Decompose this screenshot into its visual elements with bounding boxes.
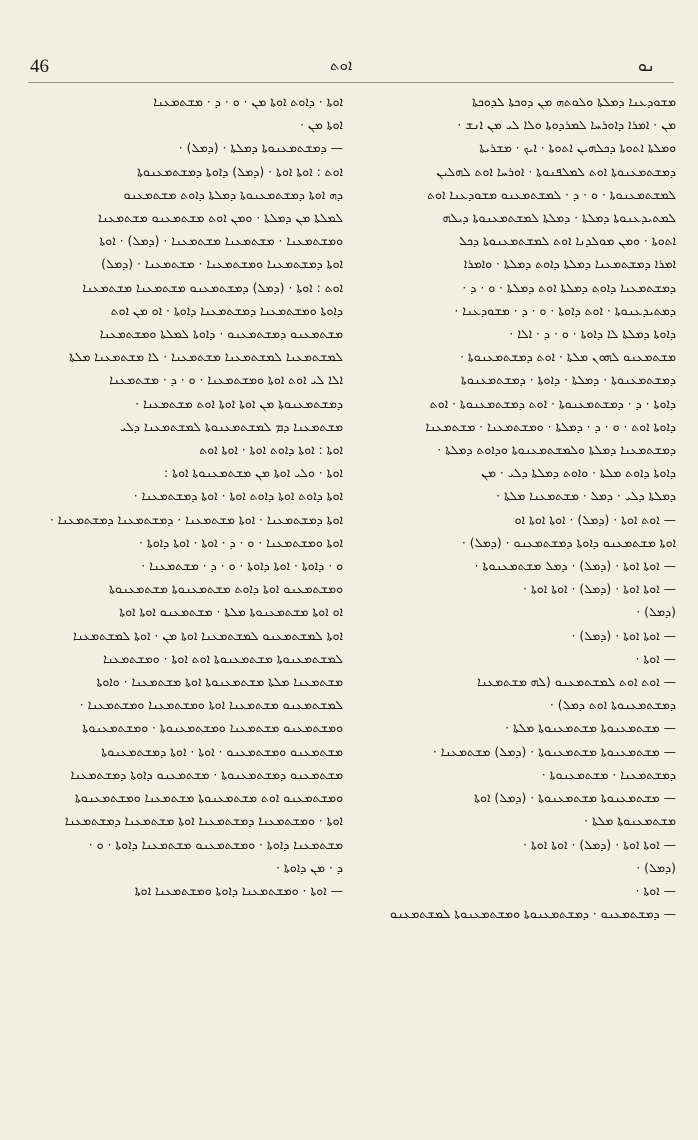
- text-line: ܕܡܫܬܡܥܢܐ ܕܡܠܬܐ ܘܠܡܫܬܡܥܢܘܬܐ ܘܕܐܘܬ ܕܡܠܬܐ ·: [437, 442, 676, 458]
- text-line: — ܐܘܬܐ ܐܘܬܐ · (ܕܡܠ) · ܐܘܬܐ ܐܘܬܐ ·: [523, 581, 676, 597]
- text-line: — ܐܘܬܐ ܐܘܬܐ · (ܕܡܠ) · ܕܡܠ ܡܫܬܡܥܢܘܬܐ ·: [474, 558, 676, 574]
- text-line: ܕܐܘܬܐ · ܕ · ܕܡܫܬܡܥܢܘܬܐ · ܐܘܬ ܕܡܫܬܡܥܢܘܬܐ · ܐܘܬ: [429, 395, 676, 411]
- text-line: ܘܡܫܬܡܥܢܘ ܡܫܬܡܥܢܐ ܘܡܫܬܡܥܢܘܬܐ · ܘܡܫܬܡܥܢܘܬܐ: [82, 720, 343, 736]
- text-line: ܠܡܫܬܡܥܢܘܬܐ · ܘ · ܕ · ܠܡܫܬܡܥܢܘ ܡܫܘܕܥܢܐ ܐܘܬ: [427, 186, 676, 202]
- text-line: ܡܫܘܕܥܢܐ ܕܡܠܬܐ ܘܠܘܬܗ ܡܢ ܕܘܟܬܐ ܠܕܘܟܬܐ: [471, 94, 676, 109]
- text-line: ܐܘܬܐ ܡܢ ·: [300, 117, 343, 133]
- text-line: ܠܡܬܝܕܥܢܘܬܐ ܕܡܠܬܐ · ܕܡܠܬܐ ܠܡܫܬܡܥܢܘܬܐ ܕܝܠܗ: [442, 210, 676, 226]
- text-line: ܐܘܬܐ · ܕܐܘܬ ܐܘܬܐ ܡܢ · ܘ · ܕ · ܡܫܬܡܥܢܐ: [153, 94, 343, 109]
- text-line: ܡܢ · ܐܡܪܐ ܕܐܘܪܚܐ ܠܡܪܕܘܬܐ ܘܠܐ ܠܝ ܡܢ ܐܢܫ ·: [457, 117, 676, 133]
- text-line: ܕܐܘܬܐ ܐܘܬ · ܘ · ܕ · ܕܡܠܬܐ · ܘܡܫܬܡܥܢܐ · ܡܫܬܡܥܢܐ: [425, 418, 676, 434]
- text-line: — ܐܘܬ ܐܘܬ ܠܡܫܬܡܥܢܘ (ܠܗ ܡܫܬܡܥܢܐ: [477, 674, 676, 690]
- text-line: ܐܘ ܐܘܬܐ ܡܫܬܡܥܢܘܬܐ ܡܠܬܐ · ܡܫܬܡܥܢܘ ܐܘܬܐ ܐܘܬܐ: [119, 604, 343, 620]
- text-line: ܕܡܬܝܕܥܢܘܬܐ · ܐܘܬ ܕܐܘܬܐ · ܘ · ܕ · ܡܫܘܕܥܢܐ ·: [454, 302, 676, 318]
- text-line: ܐܘܬ : ܐܘܬܐ ܐܘܬܐ · (ܕܡܠ) ܕܐܘܬܐ ܕܡܫܬܡܥܢܘܬܐ: [137, 163, 343, 179]
- text-line: ܐܘܬܐ · ܘܠܝ ܐܘܬܐ ܡܢ ܡܫܬܡܥܢܘܬܐ ܐܘܬܐ :: [164, 465, 343, 481]
- text-line: ܡܫܬܡܥܢܐ ܕܡ ܠܡܫܬܡܥܢܘܬܐ ܠܡܫܬܡܥܢܐ ܕܠܝ: [120, 418, 343, 434]
- text-line: ܕܐܘܬܐ ܕܐܘܬ ܡܠܬܐ · ܘܐܘܬ ܕܡܠܬܐ ܕܠܝ · ܡܢ: [481, 465, 676, 481]
- text-line: ܡܫܬܡܥܢܘ ܘܡܫܬܡܥܢܘ · ܐܘܬܐ · ܐܘܬܐ ܕܡܫܬܡܥܢܘܬܐ: [101, 743, 343, 759]
- text-line: ܘܡܫܬܡܥܢܘ ܐܘܬ ܡܫܬܡܥܢܘܬܐ ܡܫܬܡܥܢܐ ܘܡܫܬܡܥܢܘܬܐ: [74, 790, 343, 806]
- text-line: ܠܡܫܬܡܥܢܐ ܠܡܫܬܡܥܢܐ ܡܫܬܡܥܢܐ · ܠܐ ܡܫܬܡܥܢܐ ܡܠܬܐ: [69, 349, 343, 365]
- right-column: [353, 90, 676, 1130]
- text-line: ܘܡܫܬܡܥܢܘ ܐܘܬܐ ܕܐܘܬ ܡܫܬܡܥܢܘܬܐ ܡܫܬܡܥܢܘܬܐ: [109, 581, 343, 597]
- text-line: (ܕܡܠ) ·: [636, 859, 676, 875]
- text-line: — ܡܫܬܡܥܢܘܬܐ ܡܫܬܡܥܢܘܬܐ · (ܕܡܠ) ܐܘܬܐ: [474, 790, 676, 806]
- text-line: ܕܡܫܬܡܥܢܘܬܐ ܐܘܬ ܕܡܠ) ·: [549, 697, 676, 713]
- text-line: ܕܡܫܬܡܥܢܘܬܐ · ܕܡܠܬܐ · ܕܐܘܬܐ · ܕܡܫܬܡܥܢܘܬܐ: [460, 372, 676, 388]
- text-line: ܐܘܬܐ : ܐܘܬܐ ܕܐܘܬ ܐܘܬܐ · ܐܘܬܐ ܐܘܬ: [199, 442, 343, 458]
- text-line: ܕܐܘܬܐ ܕܡܠܬܐ ܠܐ ܕܐܘܬܐ · ܘ · ܕ · ܐܠܐ ·: [509, 326, 676, 342]
- text-line: — ܐܘܬܐ ܐܘܬܐ · (ܕܡܠ) ·: [571, 627, 676, 643]
- text-line: ܐܘܬܐ ܕܐܘܬ ܐܘܬܐ ܕܐܘܬ ܐܘܬܐ · ܐܘܬܐ ܕܡܫܬܡܥܢܐ ·: [133, 488, 343, 504]
- running-title: ܐܘܬ: [330, 56, 353, 74]
- text-line: ܕܡܫܬܡܥܢܘܬܐ ܐܘܬ ܠܡܠܦܢܘܬܐ · ܐܘܪܚܐ ܐܘܬ ܠܗܠܝܢ: [436, 163, 676, 179]
- text-line: ܡܫܬܡܥܢܐ ܡܠܬܐ ܡܫܬܡܥܢܘܬܐ ܐܘܬܐ ܡܫܬܡܥܢܐ · ܘܐܘܬܐ: [96, 674, 343, 690]
- text-line: ܐܘܬܐ ܘܡܫܬܡܥܢܐ · ܘ · ܕ · ܐܘܬܐ · ܐܘܬܐ ܕܐܘܬܐ ·: [138, 534, 343, 550]
- text-line: ܕܗ ܐܘܬܐ ܕܡܫܬܡܥܢܘܬܐ ܕܡܠܬܐ ܕܐܘܬ ܡܫܬܡܥܢܘ: [123, 186, 343, 202]
- text-line: (ܕܡܠ) ·: [636, 604, 676, 620]
- text-line: — ܐܘܬܐ ܐܘܬܐ · (ܕܡܠ) · ܐܘܬܐ ܐܘܬܐ ·: [523, 836, 676, 852]
- text-line: ܡܫܬܡܥܢܘܬܐ ܡܠܬܐ ·: [584, 813, 676, 829]
- text-line: ܐܘܬܐ ܡܫܬܡܥܢܘ ܕܐܘܬܐ ܕܡܫܬܡܥܢܘ · (ܕܡܠ) ·: [461, 534, 676, 550]
- text-line: ܠܡܫܬܡܥܢܘܬܐ ܡܫܬܡܥܢܘܬܐ ܐܘܬ ܐܘܬܐ · ܘܡܫܬܡܥܢܐ: [103, 650, 343, 666]
- text-line: ܕܡܫܬܡܥܢܘܬܐ ܡܢ ܐܘܬܐ ܐܘܬܐ ܐܘܬ ܡܫܬܡܥܢܐ ·: [135, 395, 343, 411]
- text-line: — ܐܘܬ ܐܘܬܐ · (ܕܡܠ) · ܐܘܬܐ ܐܘܬܐ ܐܘ: [514, 511, 676, 527]
- left-column: [30, 90, 343, 898]
- text-line: — ܐܘܬܐ ·: [635, 882, 676, 898]
- text-line: ܐܠܐ ܠܝ ܐܘܬ ܐܘܬܐ ܘܡܫܬܡܥܢܐ · ܘ · ܕ · ܡܫܬܡܥܢܐ: [109, 372, 343, 388]
- text-line: ܡܫܬܡܥܢܐ ܕܐܘܬܐ · ܘܡܫܬܡܥܢܘ ܡܫܬܡܥܢܐ ܕܐܘܬܐ · ܘ ·: [88, 836, 343, 852]
- text-line: — ܕܡܫܬܡܥܢܘܬܐ ܕܡܠܬܐ · (ܕܡܠ) ·: [178, 140, 343, 156]
- text-line: ܘܡܫܬܡܥܢܐ · ܡܫܬܡܥܢܐ ܡܫܬܡܥܢܐ · (ܕܡܠ) · ܐܘܬܐ: [99, 233, 343, 249]
- text-line: — ܡܫܬܡܥܢܘܬܐ ܡܫܬܡܥܢܘܬܐ ܡܠܬܐ ·: [505, 720, 676, 736]
- text-line: ܡܫܬܡܥܢܘ ܕܡܫܬܡܥܢܘܬܐ · ܡܫܬܡܥܢܘ ܕܐܘܬܐ ܕܡܫܬܡܥܢܐ: [70, 766, 343, 782]
- text-line: ܘܡܠܬܐ ܐܬܘܬܐ ܕܟܠܗܝܢ ܐܬܘܬܐ · ܐܝܟ · ܡܫܪܝܬܐ: [479, 140, 676, 156]
- text-line: ܕܡܫܬܡܥܢܐ · ܡܫܬܡܥܢܘܬܐ ·: [541, 766, 676, 782]
- folio-letter: ܢܘ: [638, 56, 655, 75]
- text-line: — ܕܡܫܬܡܥܢܘ · ܕܡܫܬܡܥܢܘܬܐ ܘܡܫܬܡܥܢܘܬܐ ܠܡܫܬܡܥܢܘ: [389, 906, 676, 922]
- text-line: ܕܐܘܬܐ ܘܡܫܬܡܥܢܐ ܕܡܫܬܡܥܢܐ ܕܐܘܬܐ · ܐܘ ܡܢ ܐܘܬ: [110, 302, 343, 318]
- page-number: 46: [30, 56, 49, 77]
- text-line: ܐܡܪܐ ܕܡܫܬܡܥܢܐ ܕܡܠܬܐ ܕܐܘܬ ܕܡܠܬܐ · ܘܐܡܪܐ: [463, 256, 676, 272]
- text-line: — ܡܫܬܡܥܢܘܬܐ ܡܫܬܡܥܢܘܬܐ · (ܕܡܠ) ܡܫܬܡܥܢܐ ·: [432, 743, 676, 759]
- text-line: — ܐܘܬܐ · ܘܡܫܬܡܥܢܐ ܕܐܘܬܐ ܘܡܫܬܡܥܢܐ ܐܘܬܐ: [134, 882, 343, 898]
- text-line: ܐܘܬܐ ܕܡܫܬܡܥܢܐ ܘܡܫܬܡܥܢܐ · ܡܫܬܡܥܢܐ · (ܕܡܠ): [101, 256, 343, 272]
- text-line: ܕܡܠܬܐ ܕܠܝ · ܕܡܠ · ܡܫܬܡܥܢܐ ܡܠܬܐ ·: [496, 488, 676, 504]
- text-line: ܕ · ܡܢ ܕܐܘܬܐ ·: [276, 859, 343, 875]
- text-line: ܐܘܬܐ ܕܡܫܬܡܥܢܐ · ܐܘܬܐ ܡܫܬܡܥܢܐ · ܕܡܫܬܡܥܢܐ ܕܡܫܬܡܥܢܐ ·: [49, 511, 343, 527]
- text-line: ܐܬܘܬܐ · ܘܡܢ ܡܘܠܕܢܐ ܐܘܬ ܠܡܫܬܡܥܢܘܬܐ ܕܟܠ: [458, 233, 676, 249]
- text-line: ܡܫܬܡܥܢܘ ܠܗܘܢ ܡܠܬܐ · ܐܘܬ ܕܡܫܬܡܥܢܘܬܐ ·: [459, 349, 676, 365]
- header-rule: [28, 82, 674, 83]
- text-line: — ܐܘܬܐ ·: [635, 650, 676, 666]
- text-line: ܠܡܠܬܐ ܡܢ ܕܡܠܬܐ · ܘܡܢ ܐܘܬ ܡܫܬܡܥܢܘ ܡܫܬܡܥܢܐ: [97, 210, 343, 226]
- text-line: ܡܫܬܡܥܢܘ ܕܡܫܬܡܥܢܘ · ܕܐܘܬܐ ܠܡܠܬܐ ܘܡܫܬܡܥܢܐ: [99, 326, 343, 342]
- text-line: ܐܘܬܐ ܠܡܫܬܡܥܢܘ ܠܡܫܬܡܥܢܐ ܐܘܬܐ ܡܢ · ܐܘܬܐ ܠܡܫܬܡܥܢܐ: [72, 627, 343, 643]
- text-line: ܘ · ܕܐܘܬܐ · ܐܘܬܐ ܕܐܘܬܐ · ܘ · ܕ · ܡܫܬܡܥܢܐ ·: [141, 558, 343, 574]
- text-line: ܐܘܬܐ · ܘܡܫܬܡܥܢܐ ܕܡܫܬܡܥܢܐ ܐܘܬܐ ܡܫܬܡܥܢܐ ܕܡܫܬܡܥܢܐ: [64, 813, 343, 829]
- text-line: ܐܘܬ : ܐܘܬܐ · (ܕܡܠ) ܕܡܫܬܡܥܢܘ ܡܫܬܡܥܢܐ ܡܫܬܡܥܢܐ: [82, 279, 343, 295]
- text-line: ܕܡܫܬܡܥܢܐ ܕܐܘܬ ܕܡܠܬܐ ܐܘܬ ܕܡܠܬܐ · ܘ · ܕ ·: [462, 279, 676, 295]
- text-line: ܠܡܫܬܡܥܢܘ ܡܫܬܡܥܢܐ ܐܘܬܐ ܘܡܫܬܡܥܢܐ ܘܡܫܬܡܥܢܐ ·: [79, 697, 343, 713]
